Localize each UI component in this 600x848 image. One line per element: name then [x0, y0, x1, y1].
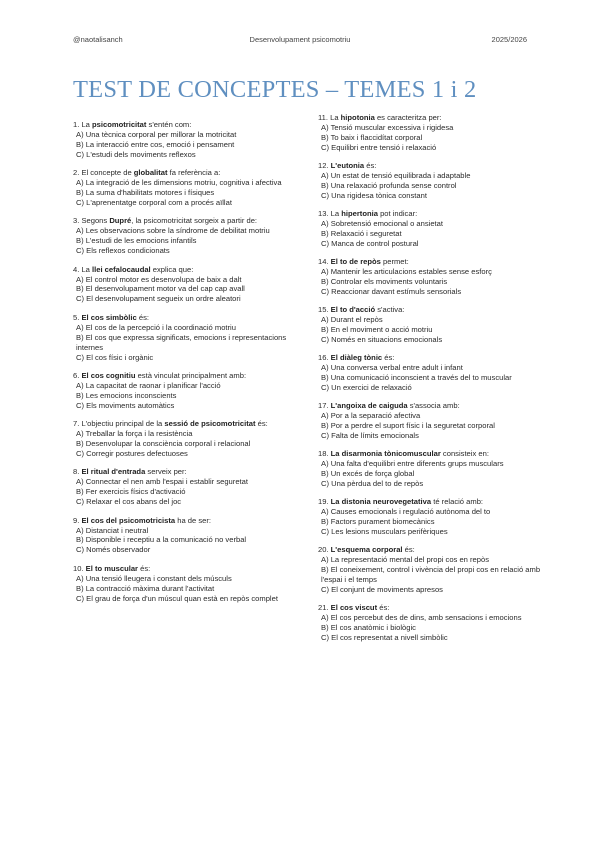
question-stem — [73, 265, 296, 275]
answer-option: B) L'estudi de les emocions infantils — [76, 236, 197, 246]
answer-option: B) Controlar els moviments voluntaris — [321, 276, 448, 286]
question-key-term: psicomotricitat — [92, 120, 147, 129]
question-stem-suffix: és: — [364, 161, 377, 171]
answer-option: A) Por a la separació afectiva — [321, 411, 421, 420]
answer-option: B) El cos anatòmic i biològic — [321, 622, 416, 632]
answer-option: B) Por a perdre el suport físic i la seguretat corporal — [321, 420, 495, 430]
question-stem-suffix: serveix per: — [145, 467, 187, 477]
answer-option: A) Un estat de tensió equilibrada i adaptable — [321, 170, 471, 180]
question-stem — [318, 353, 541, 363]
answer-option: B) Factors purament biomecànics — [321, 516, 435, 526]
answer-option: B) Disponible i receptiu a la comunicació no verbal — [76, 535, 247, 545]
question-stem-prefix: 16. — [318, 353, 331, 363]
answer-option: C) L'aprenentatge corporal com a procés aïllat — [76, 197, 232, 207]
question-stem-prefix: 4. La — [73, 264, 92, 274]
question-stem — [318, 161, 541, 171]
answer-option: C) Una rigidesa tònica constant — [321, 190, 427, 200]
answer-option: A) Les observacions sobre la síndrome de debilitat motriu — [76, 226, 270, 236]
question-stem-suffix: s'entén com: — [146, 120, 192, 129]
question-stem-prefix: 17. — [318, 401, 331, 411]
answer-option: C) El grau de força d'un múscul quan està en repòs complet — [76, 593, 278, 603]
answer-option: C) Corregir postures defectuoses — [76, 448, 188, 458]
answer-option: A) Tensió muscular excessiva i rigidesa — [321, 122, 454, 132]
question-5 — [73, 313, 296, 363]
question-key-term: llei cefalocaudal — [92, 264, 151, 274]
header-author: @naotalisanch — [73, 35, 123, 44]
questions-column-left — [73, 120, 296, 612]
question-stem — [73, 371, 296, 381]
question-key-term: El to de repòs — [330, 257, 381, 267]
question-14 — [318, 257, 541, 297]
question-key-term: El cos cognitiu — [81, 371, 136, 380]
question-key-term: globalitat — [133, 168, 168, 178]
question-key-term: El diàleg tònic — [330, 353, 383, 363]
question-stem-prefix: 11. La — [318, 113, 341, 122]
answer-option: A) Durant el repòs — [321, 314, 383, 324]
page-title: TEST DE CONCEPTES – TEMES 1 i 2 — [73, 76, 477, 103]
answer-option: B) Una relaxació profunda sense control — [321, 180, 457, 190]
question-key-term: El to muscular — [85, 563, 138, 573]
question-stem-suffix: s'associa amb: — [407, 401, 460, 411]
question-6 — [73, 371, 296, 411]
question-key-term: L'esquema corporal — [330, 545, 403, 555]
question-stem-prefix: 13. La — [318, 209, 342, 219]
question-stem-prefix: 19. — [318, 497, 331, 507]
question-stem — [318, 257, 541, 267]
answer-option: A) Una tensió lleugera i constant dels músculs — [76, 573, 232, 583]
question-20 — [318, 545, 541, 595]
question-stem-prefix: 10. — [73, 563, 86, 573]
answer-option: B) El cos que expressa significats, emocions i representacions internes — [76, 332, 287, 352]
answer-option: C) Només observador — [76, 545, 151, 555]
answer-option: B) Les emocions inconscients — [76, 390, 177, 400]
question-4 — [73, 265, 296, 305]
answer-option: A) Causes emocionals i regulació autònoma del to — [321, 507, 491, 517]
question-19 — [318, 497, 541, 537]
question-stem-suffix: , la psicomotricitat sorgeix a partir de: — [131, 216, 258, 226]
question-stem — [318, 113, 541, 123]
question-stem-suffix: fa referència a: — [167, 168, 221, 178]
question-7 — [73, 419, 296, 459]
answer-option: B) Desenvolupar la consciència corporal i relacional — [76, 439, 251, 449]
question-key-term: hipertonia — [341, 209, 378, 219]
answer-option: C) Equilibri entre tensió i relaxació — [321, 142, 437, 152]
answer-option: C) Els moviments automàtics — [76, 400, 175, 410]
question-stem-suffix: està vinculat principalment amb: — [135, 371, 247, 380]
answer-option: C) Les lesions musculars perifèriques — [321, 526, 448, 536]
question-stem-suffix: és: — [382, 353, 395, 363]
answer-option: C) L'estudi dels moviments reflexos — [76, 149, 196, 159]
question-stem-suffix: és: — [402, 545, 415, 555]
question-18 — [318, 449, 541, 489]
question-stem-suffix: té relació amb: — [431, 497, 484, 507]
question-11 — [318, 113, 541, 153]
question-stem-suffix: és: — [136, 312, 149, 322]
answer-option: C) Reaccionar davant estímuls sensorials — [321, 286, 462, 296]
question-stem-prefix: 15. — [318, 305, 331, 315]
question-stem-suffix: es caracteritza per: — [374, 113, 442, 122]
question-stem — [318, 545, 541, 555]
question-stem-prefix: 18. — [318, 449, 331, 459]
answer-option: A) Una falta d'equilibri entre diferents grups musculars — [321, 459, 504, 469]
question-key-term: El cos del psicomotricista — [81, 515, 176, 525]
question-12 — [318, 161, 541, 201]
answer-option: A) Una conversa verbal entre adult i infant — [321, 362, 463, 372]
answer-option: C) El cos físic i orgànic — [76, 352, 154, 362]
question-stem-suffix: s'activa: — [375, 305, 405, 315]
answer-option: B) To baix i flaccidítat corporal — [321, 132, 423, 142]
answer-option: A) El control motor es desenvolupa de baix a dalt — [76, 274, 242, 284]
question-key-term: L'angoixa de caiguda — [330, 401, 408, 411]
question-10 — [73, 564, 296, 604]
question-stem-prefix: 6. — [73, 371, 82, 380]
answer-option: C) El desenvolupament segueix un ordre aleatori — [76, 294, 241, 304]
question-key-term: Dupré — [109, 216, 132, 226]
question-stem — [318, 449, 541, 459]
question-key-term: La disarmonia tònicomuscular — [330, 449, 441, 459]
answer-option: A) Connectar el nen amb l'espai i establir seguretat — [76, 477, 248, 487]
answer-option: A) La integració de les dimensions motriu, cognitiva i afectiva — [76, 178, 282, 188]
question-stem — [318, 209, 541, 219]
question-3 — [73, 216, 296, 256]
answer-option: B) Un excés de força global — [321, 468, 415, 478]
question-stem-suffix: és: — [377, 603, 390, 613]
answer-option: C) El conjunt de moviments apresos — [321, 584, 443, 594]
answer-option: B) La interacció entre cos, emoció i pensament — [76, 139, 235, 149]
question-stem-suffix: permet: — [380, 257, 409, 267]
question-stem-suffix: explica que: — [150, 264, 194, 274]
question-key-term: L'eutonia — [330, 161, 365, 171]
question-stem-prefix: 12. — [318, 161, 331, 171]
answer-option: C) Relaxar el cos abans del joc — [76, 497, 182, 507]
answer-option: C) Falta de límits emocionals — [321, 430, 419, 440]
answer-option: B) La suma d'habilitats motores i físiques — [76, 188, 215, 198]
question-stem-prefix: 2. El concepte de — [73, 168, 134, 178]
question-17 — [318, 401, 541, 441]
question-key-term: El to d'acció — [330, 305, 376, 315]
question-stem — [318, 401, 541, 411]
question-13 — [318, 209, 541, 249]
question-stem-prefix: 21. — [318, 603, 331, 613]
question-stem-prefix: 14. — [318, 257, 331, 267]
question-key-term: sessió de psicomotricitat — [164, 419, 256, 429]
question-stem-prefix: 8. — [73, 467, 82, 477]
question-16 — [318, 353, 541, 393]
answer-option: C) Només en situacions emocionals — [321, 334, 443, 344]
question-stem — [73, 467, 296, 477]
answer-option: B) Relaxació i seguretat — [321, 228, 402, 238]
question-stem-prefix: 5. — [73, 312, 82, 322]
header-subject: Desenvolupament psicomotriu — [249, 35, 351, 44]
question-21 — [318, 603, 541, 643]
question-stem — [73, 419, 296, 429]
question-key-term: hipotonia — [340, 113, 375, 122]
question-stem-prefix: 1. La — [73, 120, 92, 129]
question-stem-suffix: pot indicar: — [377, 209, 418, 219]
question-15 — [318, 305, 541, 345]
question-stem-suffix: consisteix en: — [440, 449, 489, 459]
answer-option: A) La representació mental del propi cos en repòs — [321, 555, 490, 565]
answer-option: B) En el moviment o acció motriu — [321, 324, 433, 334]
answer-option: C) Una pèrdua del to de repòs — [321, 478, 424, 488]
question-stem-prefix: 9. — [73, 515, 82, 525]
question-key-term: La distonia neurovegetativa — [330, 497, 432, 507]
answer-option: A) Sobretensió emocional o ansietat — [321, 218, 443, 228]
question-1 — [73, 120, 296, 160]
question-key-term: El cos simbòlic — [81, 312, 137, 322]
answer-option: A) La capacitat de raonar i planificar l'acció — [76, 380, 221, 390]
question-stem-suffix: és: — [138, 563, 151, 573]
question-key-term: El cos viscut — [330, 603, 378, 613]
question-2 — [73, 168, 296, 208]
header-year: 2025/2026 — [491, 35, 527, 44]
question-stem-prefix: 7. L'objectiu principal de la — [73, 419, 165, 429]
answer-option: A) Treballar la força i la resistència — [76, 429, 193, 439]
question-stem — [73, 564, 296, 574]
question-key-term: El ritual d'entrada — [81, 467, 146, 477]
question-stem-suffix: és: — [255, 419, 268, 429]
answer-option: B) Fer exercicis físics d'activació — [76, 487, 186, 497]
answer-option: C) Manca de control postural — [321, 238, 419, 248]
question-stem — [73, 168, 296, 178]
question-stem-suffix: ha de ser: — [175, 515, 212, 525]
answer-option: B) El desenvolupament motor va del cap cap avall — [76, 284, 245, 294]
answer-option: A) Distanciat i neutral — [76, 525, 149, 535]
answer-option: C) Els reflexos condicionats — [76, 246, 170, 256]
answer-option: B) Una comunicació inconscient a través del to muscular — [321, 372, 512, 382]
question-stem-prefix: 3. Segons — [73, 216, 110, 226]
question-stem — [73, 313, 296, 323]
answer-option: C) El cos representat a nivell simbòlic — [321, 632, 448, 642]
question-stem — [73, 120, 296, 130]
questions-column-right — [318, 113, 541, 651]
question-stem — [318, 497, 541, 507]
answer-option: B) La contracció màxima durant l'activitat — [76, 583, 215, 593]
question-stem — [73, 216, 296, 226]
question-stem — [318, 305, 541, 315]
question-8 — [73, 467, 296, 507]
question-stem-prefix: 20. — [318, 545, 331, 555]
answer-option: A) El cos de la percepció i la coordinació motriu — [76, 322, 236, 332]
question-9 — [73, 516, 296, 556]
question-stem — [318, 603, 541, 613]
answer-option: A) Mantenir les articulacions estables sense esforç — [321, 266, 492, 276]
answer-option: B) El coneixement, control i vivència del propi cos en relació amb l'espai i el temps — [321, 564, 541, 584]
answer-option: A) Una tècnica corporal per millorar la motricitat — [76, 129, 237, 139]
answer-option: C) Un exercici de relaxació — [321, 382, 412, 392]
answer-option: A) El cos percebut des de dins, amb sensacions i emocions — [321, 612, 522, 622]
question-stem — [73, 516, 296, 526]
